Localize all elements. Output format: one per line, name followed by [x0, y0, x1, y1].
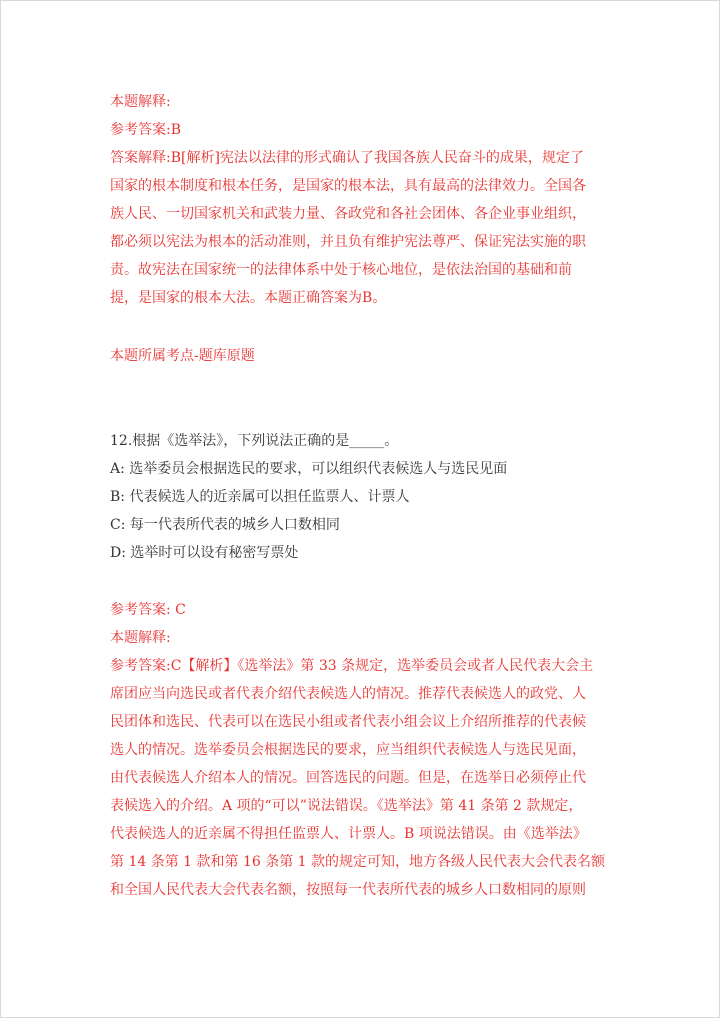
prev-topic: 本题所属考点-题库原题: [110, 348, 255, 364]
explanation-line: 民团体和选民、代表可以在选民小组或者代表小组会议上介绍所推荐的代表候: [110, 714, 586, 730]
explanation-line: 代表候选人的近亲属不得担任监票人、计票人。B 项说法错误。由《选举法》: [110, 826, 587, 842]
explanation-line: 选人的情况。选举委员会根据选民的要求，应当组织代表候选人与选民见面，: [110, 742, 586, 758]
prev-analysis-label: 本题解释:: [110, 94, 171, 110]
explanation-line: 由代表候选人介绍本人的情况。回答选民的问题。但是，在选举日必须停止代: [110, 770, 586, 786]
explanation-line: 席团应当向选民或者代表介绍代表候选人的情况。推荐代表候选人的政党、人: [110, 686, 586, 702]
prev-explanation-line: 答案解释:B[解析]宪法以法律的形式确认了我国各族人民奋斗的成果，规定了: [110, 150, 584, 166]
option-a: A: 选举委员会根据选民的要求，可以组织代表候选人与选民见面: [110, 461, 508, 477]
prev-explanation-line: 责。故宪法在国家统一的法律体系中处于核心地位，是依法治国的基础和前: [110, 262, 572, 278]
explanation-line: 参考答案:C【解析】《选举法》第 33 条规定，选举委员会或者人民代表大会主: [110, 658, 594, 674]
option-c: C: 每一代表所代表的城乡人口数相同: [110, 517, 340, 533]
explanation-line: 第 14 条第 1 款和第 16 条第 1 款的规定可知，地方各级人民代表大会代表名额: [110, 854, 606, 870]
explanation-line: 表候选入的介绍。A 项的“可以”说法错误。《选举法》第 41 条第 2 款规定，: [110, 798, 583, 814]
explanation-line: 和全国人民代表大会代表名额，按照每一代表所代表的城乡人口数相同的原则: [110, 882, 586, 898]
prev-explanation-line: 族人民、一切国家机关和武装力量、各政党和各社会团体、各企业事业组织，: [110, 206, 586, 222]
question-stem: 12.根据《选举法》，下列说法正确的是_____。: [110, 433, 399, 449]
prev-explanation-line: 国家的根本制度和根本任务，是国家的根本法，具有最高的法律效力。全国各: [110, 178, 586, 194]
option-d: D: 选举时可以设有秘密写票处: [110, 545, 299, 561]
prev-reference-answer: 参考答案:B: [110, 122, 182, 138]
option-b: B: 代表候选人的近亲属可以担任监票人、计票人: [110, 489, 410, 505]
prev-explanation-line: 都必须以宪法为根本的活动准则，并且负有维护宪法尊严、保证宪法实施的职: [110, 234, 586, 250]
prev-explanation-line: 提，是国家的根本大法。本题正确答案为B。: [110, 290, 387, 306]
analysis-label: 本题解释:: [110, 630, 171, 646]
reference-answer: 参考答案: C: [110, 602, 186, 618]
